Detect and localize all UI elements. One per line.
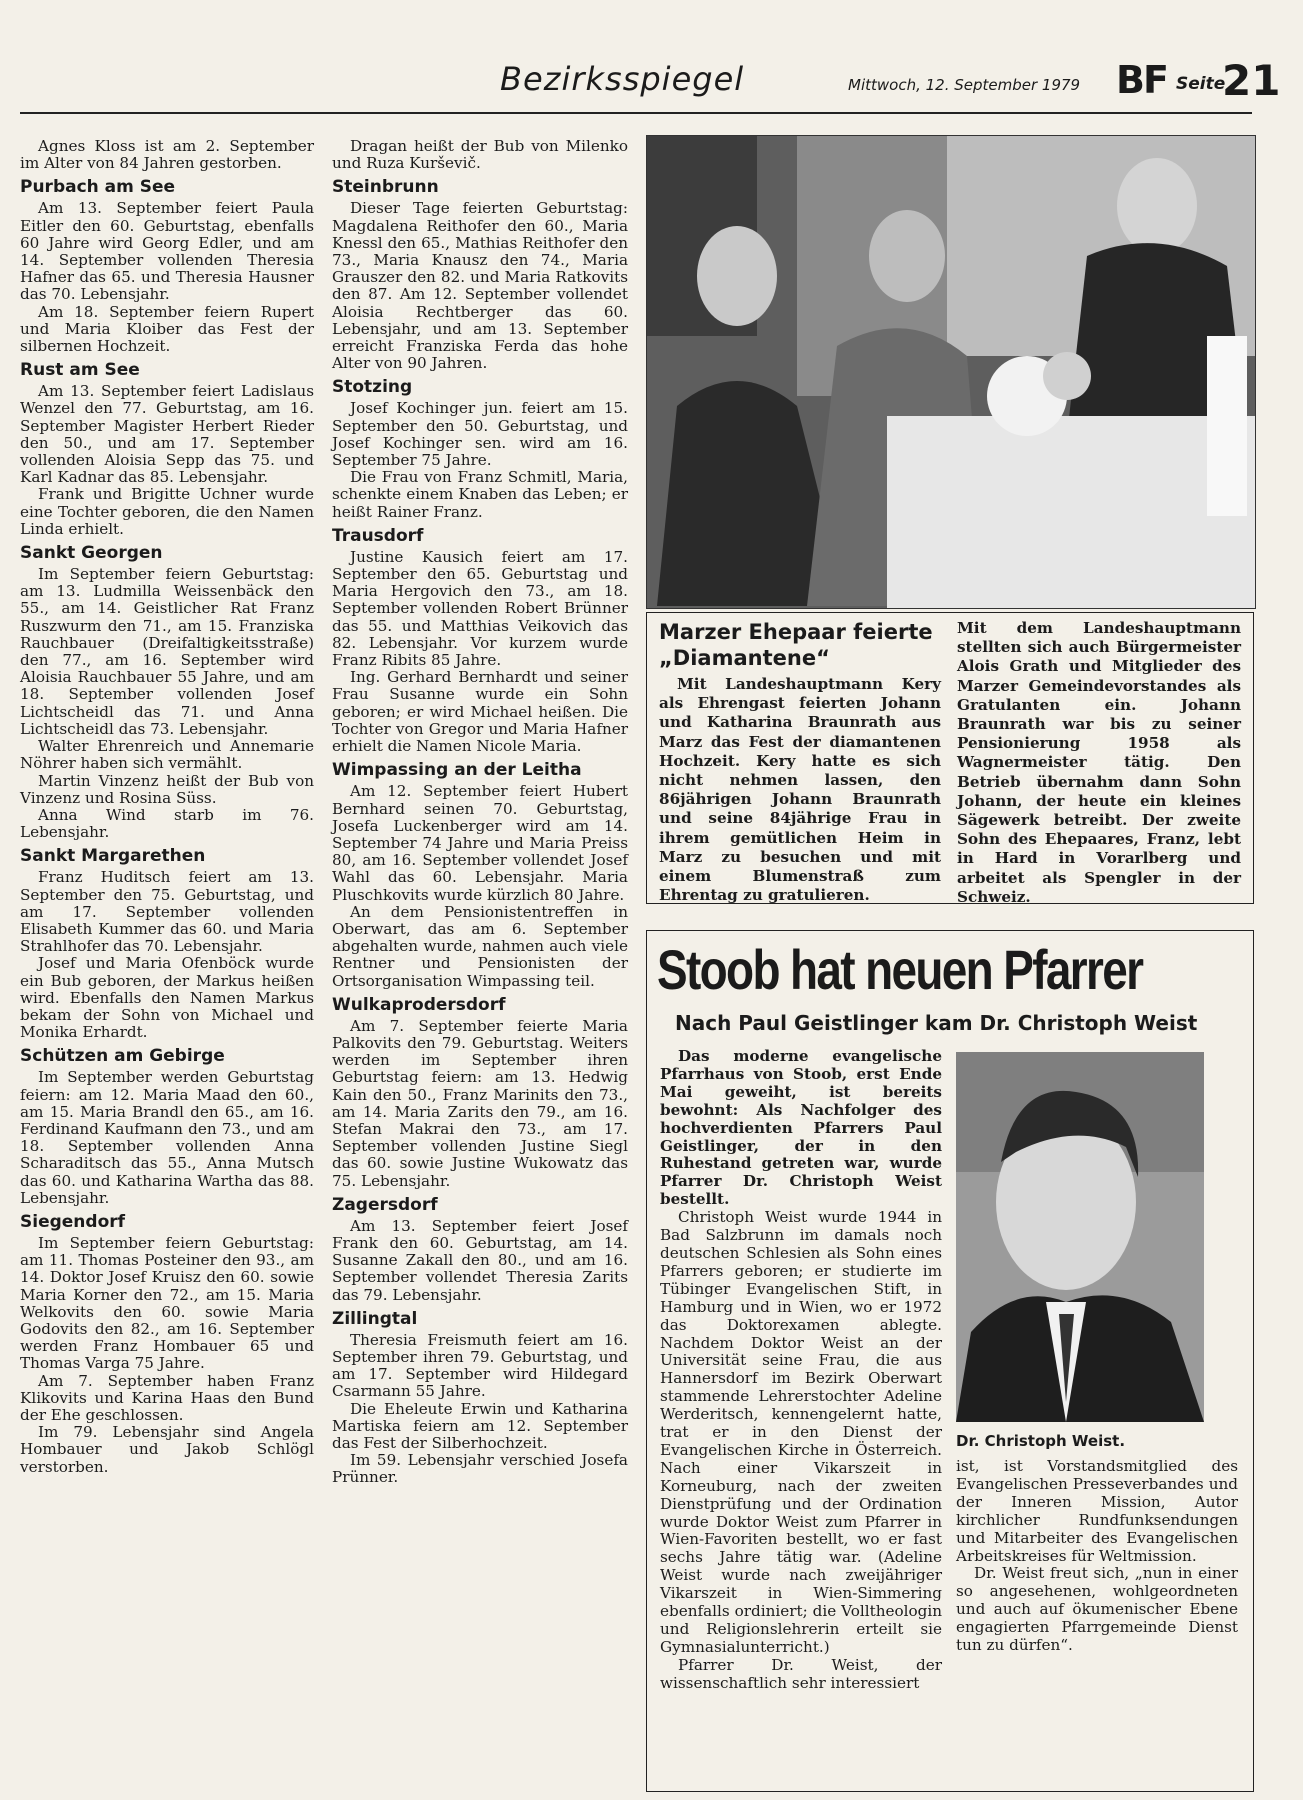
marzer-article [646,612,1254,904]
article-paragraph: Am 13. September feiert Ladislaus Wenzel den 77. Geburtstag, am 16. September Magister Herbert Rieder den 50., und am 17. September vollenden Aloisia Sepp das 75. und Karl Kadnar das 85. Lebensjahr. [20,382,314,487]
portrait-caption: Dr. Christoph Weist. [956,1432,1126,1450]
article-paragraph: Christoph Weist wurde 1944 in Bad Salzbrunn im damals noch deutschen Schlesien als Sohn eines Pfarrers geboren; er studierte im Tübinger Evangelischen Stift, in Hamburg und in Wien, wo er 1972 das Doktorexamen ablegte. Nachdem Doktor Weist an der Universität seine Frau, die aus Hannersdorf im Bezirk Oberwart stammende Lehrerstochter Adeline Werderitsch, kennengelernt hatte, trat er in den Dienst der Evangelischen Kirche in Österreich. Nach einer Vikarszeit in Korneuburg, nach der zweiten Dienstprüfung und der Ordination wurde Doktor Weist zum Pfarrer in Wien-Favoriten bestellt, wo er fast sechs Jahre tätig war. (Adeline Weist wurde nach zweijähriger Vikarszeit in Wien-Simmering ebenfalls ordiniert; die Volltheologin und Religionslehrerin erteilt sie Gymnasialunterricht.) [660,1208,942,1656]
article-paragraph: Pfarrer Dr. Weist, der wissenschaftlich sehr interessiert [660,1655,942,1692]
section-title: Bezirksspiegel [500,60,745,98]
marzer-text-col-a [659,675,941,905]
article-paragraph: Frank und Brigitte Uchner wurde eine Tochter geboren, die den Namen Linda erhielt. [20,485,314,538]
article-paragraph: Anna Wind starb im 76. Lebensjahr. [20,805,314,842]
stoob-side-column [956,1458,1238,1655]
article-paragraph: Im September werden Geburtstag feiern: am 12. Maria Maad den 60., am 15. Maria Brandl den 65., am 16. Ferdinand Kaufmann den 73., und am 18. September vollenden Anna Scharaditsch das 55., Anna Mutsch das 60. und Katharina Wartha das 88. Lebensjahr. [20,1068,314,1207]
article-heading: Rust am See [20,360,140,381]
article-paragraph: Mit dem Landeshauptmann stellten sich auch Bürgermeister Alois Grath und Mitglieder des Marzer Gemeindevorstandes als Gratulanten ein. Johann Braunrath war bis zu seiner Pensionierung 1958 als Wagnermeister tätig. Den Betrieb übernahm dann Sohn Johann, der heute ein kleines Sägewerk betreibt. Der zweite Sohn des Ehepaares, Franz, lebt in Hard in Vorarlberg und arbeitet als Spengler in der Schweiz. [957,619,1241,906]
page-label: Seite [1176,74,1226,94]
article-paragraph: Dr. Weist freut sich, „nun in einer so angesehenen, wohlgeordneten und auch auf ökumenischer Ebene engagierten Pfarrgemeinde Dienst tun zu dürfen“. [956,1564,1238,1655]
article-heading: Sankt Margarethen [20,846,206,867]
article-paragraph: Am 13. September feiert Josef Frank den 60. Geburtstag, am 14. Susanne Zakall den 80., und am 16. September vollendet Theresia Zarits das 79. Lebensjahr. [332,1216,628,1304]
article-lead: Das moderne evangelische Pfarrhaus von Stoob, erst Ende Mai geweiht, ist bereits bewohnt: Als Nachfolger des hochverdienten Pfarrers Paul Geistlinger, der in den Ruhestand getreten war, wurde Pfarrer Dr. Christoph Weist bestellt. [660,1047,942,1209]
marzer-text-col-b [957,619,1241,907]
article-heading: Schützen am Gebirge [20,1046,225,1067]
stoob-headline: Stoob hat neuen Pfarrer [657,938,1143,1001]
article-paragraph: Josef und Maria Ofenböck wurde ein Bub geboren, der Markus heißen wird. Ebenfalls den Namen Markus bekam der Sohn von Michael und Monika Erhardt. [20,954,314,1042]
article-heading: Zagersdorf [332,1194,438,1215]
article-paragraph: Dieser Tage feierten Geburtstag: Magdalena Reithofer den 60., Maria Knessl den 65., Mathias Reithofer den 73., Maria Knausz den 74., Maria Grauszer den 82. und Maria Ratkovits den 87. Am 12. September vollendet Aloisia Rechtberger das 60. Lebensjahr, und am 13. September erreicht Franziska Ferda das hohe Alter von 90 Jahren. [332,199,628,373]
brand-logo: BF [1116,58,1167,102]
article-heading: Zillingtal [332,1308,418,1329]
article-paragraph: Justine Kausich feiert am 17. September den 65. Geburtstag und Maria Hergovich den 73., am 18. September vollenden Robert Brünner das 55. und Matthias Veikovich das 82. Lebensjahr. Vor kurzem wurde Franz Ribits 85 Jahre. [332,547,628,670]
marzer-headline: Marzer Ehepaar feierte „Diamantene“ [659,620,933,670]
article-paragraph: Am 18. September feiern Rupert und Maria Kloiber das Fest der silbernen Hochzeit. [20,302,314,356]
article-paragraph: Mit Landeshauptmann Kery als Ehrengast feierten Johann und Katharina Braunrath aus Marz das Fest der diamantenen Hochzeit. Kery hatte es sich nicht nehmen lassen, den 86jährigen Johann Braunrath und seine 84jährige Frau in ihrem gemütlichen Heim in Marz zu besuchen und mit einem Blumenstraß zum Ehrentag zu gratulieren. [659,675,941,905]
article-heading: Purbach am See [20,177,176,198]
article-paragraph: An dem Pensionistentreffen in Oberwart, das am 6. September abgehalten wurde, nahmen auch viele Rentner und Pensionisten der Ortsorganisation Wimpassing teil. [332,902,628,990]
article-paragraph: Martin Vinzenz heißt der Bub von Vinzenz und Rosina Süss. [20,771,314,807]
stoob-subheadline: Nach Paul Geistlinger kam Dr. Christoph Weist [675,1011,1198,1035]
article-paragraph: Walter Ehrenreich und Annemarie Nöhrer haben sich vermählt. [20,737,314,773]
article-heading: Wulkaprodersdorf [332,994,506,1015]
article-paragraph: Dragan heißt der Bub von Milenko und Ruza Kurševič. [332,137,628,173]
article-paragraph: Am 12. September feiert Hubert Bernhard seinen 70. Geburtstag, Josefa Luckenberger wird am 14. September 74 Jahre und Maria Preiss 80, am 16. September vollendet Josef Wahl das 60. Lebensjahr. Maria Pluschkovits wurde kürzlich 80 Jahre. [332,782,628,904]
couple-photo-illustration [647,136,1255,608]
article-paragraph: Theresia Freismuth feiert am 16. September ihren 79. Geburtstag, und am 17. September wird Hildegard Csarmann 55 Jahre. [332,1330,628,1401]
article-paragraph: Im 59. Lebensjahr verschied Josefa Prünner. [332,1451,628,1487]
stoob-main-column [660,1048,942,1693]
couple-photo [646,135,1256,609]
article-heading: Steinbrunn [332,177,439,198]
article-heading: Stotzing [332,377,413,398]
article-heading: Siegendorf [20,1211,126,1232]
article-paragraph: ist, ist Vorstandsmitglied des Evangelischen Presseverbandes und der Inneren Mission, Autor kirchlicher Rundfunksendungen und Mitarbeiter des Evangelischen Arbeitskreises für Weltmission. [956,1457,1238,1565]
article-heading: Sankt Georgen [20,543,163,564]
page-number: 21 [1222,56,1281,105]
issue-date: Mittwoch, 12. September 1979 [848,76,1081,94]
article-paragraph: Josef Kochinger jun. feiert am 15. September den 50. Geburtstag, und Josef Kochinger sen. wird am 16. September 75 Jahre. [332,399,628,470]
column-2 [332,138,628,1487]
masthead [20,52,1281,114]
article-heading: Wimpassing an der Leitha [332,760,582,781]
article-paragraph: Im September feiern Geburtstag: am 13. Ludmilla Weissenbäck den 55., am 14. Geistlicher Rat Franz Ruszwurm den 71., am 15. Franziska Rauchbauer (Dreifaltigkeitsstraße) den 77., am 16. September wird Aloisia Rauchbauer 55 Jahre, und am 18. September vollenden Josef Lichtscheidl das 71. und Anna Lichtscheidl das 73. Lebensjahr. [20,565,314,738]
article-paragraph: Am 7. September haben Franz Klikovits und Karina Haas den Bund der Ehe geschlossen. [20,1371,314,1424]
article-paragraph: Am 7. September feierte Maria Palkovits den 79. Geburtstag. Weiters werden im September ihren Geburtstag feiern: am 13. Hedwig Kain den 50., Franz Marinits den 73., am 14. Maria Zarits den 79., am 16. Stefan Makrai den 73., am 17. September vollenden Justine Siegl das 60. sowie Justine Wukowatz das 75. Lebensjahr. [332,1016,628,1190]
article-paragraph: Die Frau von Franz Schmitl, Maria, schenkte einem Knaben das Leben; er heißt Rainer Franz. [332,468,628,521]
article-paragraph: Die Eheleute Erwin und Katharina Martiska feiern am 12. September das Fest der Silberhochzeit. [332,1399,628,1452]
article-paragraph: Franz Huditsch feiert am 13. September den 75. Geburtstag, und am 17. September vollenden Elisabeth Kummer das 60. und Maria Strahlhofer das 70. Lebensjahr. [20,868,314,956]
portrait-illustration [956,1052,1204,1422]
article-paragraph: Im September feiern Geburtstag: am 11. Thomas Posteiner den 93., am 14. Doktor Josef Kruisz den 60. sowie Maria Korner den 72., am 15. Maria Welkovits den 60. sowie Maria Godovits den 82., am 16. September werden Franz Hombauer 65 und Thomas Varga 75 Jahre. [20,1233,314,1373]
column-1 [20,138,314,1476]
article-heading: Trausdorf [332,525,424,546]
article-paragraph: Im 79. Lebensjahr sind Angela Hombauer und Jakob Schlögl verstorben. [20,1423,314,1476]
article-paragraph: Agnes Kloss ist am 2. September im Alter von 84 Jahren gestorben. [20,137,314,173]
portrait-photo [956,1052,1204,1422]
article-paragraph: Ing. Gerhard Bernhardt und seiner Frau Susanne wurde ein Sohn geboren; er wird Michael heißen. Die Tochter von Gregor und Maria Hafner erhielt die Namen Nicole Maria. [332,668,628,756]
article-paragraph: Am 13. September feiert Paula Eitler den 60. Geburtstag, ebenfalls 60 Jahre wird Georg Edler, und am 14. September vollenden Theresia Hafner das 65. und Theresia Hausner das 70. Lebensjahr. [20,199,314,304]
